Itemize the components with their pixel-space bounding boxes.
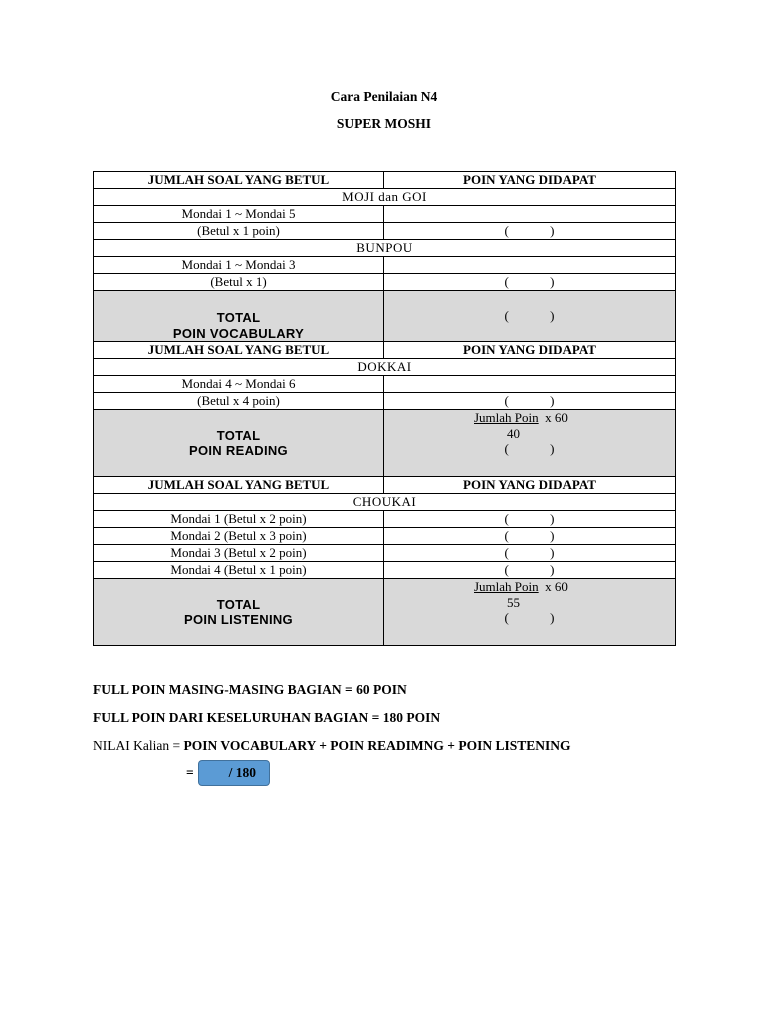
total-reading-label: TOTAL POIN READING (94, 410, 384, 477)
bunpou-points-field: ( ) (384, 274, 676, 291)
full-points-per-section: FULL POIN MASING-MASING BAGIAN = 60 POIN (93, 682, 407, 697)
table-row (94, 393, 676, 410)
bunpou-points-empty (384, 257, 676, 274)
header-correct-answers: JUMLAH SOAL YANG BETUL (94, 342, 384, 359)
section-bunpou: BUNPOU (94, 240, 676, 257)
table-row (94, 223, 676, 240)
dokkai-range: Mondai 4 ~ Mondai 6 (94, 376, 384, 393)
header-correct-answers: JUMLAH SOAL YANG BETUL (94, 172, 384, 189)
total-vocabulary-label: TOTAL POIN VOCABULARY (94, 291, 384, 342)
dokkai-rule: (Betul x 4 poin) (94, 393, 384, 410)
total-vocabulary-field: ( ) (384, 291, 676, 342)
table-row (94, 206, 676, 223)
table-header-row (94, 172, 676, 189)
choukai-points-field: ( ) (384, 511, 676, 528)
table-row (94, 511, 676, 528)
section-row (94, 240, 676, 257)
total-row (94, 291, 676, 342)
table-row (94, 545, 676, 562)
header-points-earned: POIN YANG DIDAPAT (384, 477, 676, 494)
dokkai-points-field: ( ) (384, 393, 676, 410)
bunpou-rule: (Betul x 1) (94, 274, 384, 291)
section-moji: MOJI dan GOI (94, 189, 676, 206)
table-row (94, 562, 676, 579)
moji-range: Mondai 1 ~ Mondai 5 (94, 206, 384, 223)
header-points-earned: POIN YANG DIDAPAT (384, 172, 676, 189)
dokkai-points-empty (384, 376, 676, 393)
header-correct-answers: JUMLAH SOAL YANG BETUL (94, 477, 384, 494)
table-header-row (94, 477, 676, 494)
section-row (94, 494, 676, 511)
moji-points-field: ( ) (384, 223, 676, 240)
table-row (94, 376, 676, 393)
scoring-table (93, 171, 676, 646)
total-listening-label: TOTAL POIN LISTENING (94, 579, 384, 646)
final-score-box: / 180 (198, 760, 270, 786)
total-reading-formula: Jumlah Poin x 60 40 ( ) (384, 410, 676, 477)
bunpou-range: Mondai 1 ~ Mondai 3 (94, 257, 384, 274)
total-listening-formula: Jumlah Poin x 60 55 ( ) (384, 579, 676, 646)
total-row (94, 579, 676, 646)
choukai-points-field: ( ) (384, 562, 676, 579)
table-row (94, 257, 676, 274)
page-subtitle: SUPER MOSHI (336, 116, 432, 131)
section-row (94, 359, 676, 376)
choukai-mondai-4: Mondai 4 (Betul x 1 poin) (94, 562, 384, 579)
equals-sign: = (186, 765, 194, 780)
table-row (94, 274, 676, 291)
table-header-row (94, 342, 676, 359)
total-row (94, 410, 676, 477)
full-points-total: FULL POIN DARI KESELURUHAN BAGIAN = 180 POIN (93, 710, 441, 725)
choukai-points-field: ( ) (384, 528, 676, 545)
moji-points-empty (384, 206, 676, 223)
page-title: Cara Penilaian N4 (330, 89, 438, 104)
choukai-mondai-1: Mondai 1 (Betul x 2 poin) (94, 511, 384, 528)
table-row (94, 528, 676, 545)
header-points-earned: POIN YANG DIDAPAT (384, 342, 676, 359)
section-dokkai: DOKKAI (94, 359, 676, 376)
moji-rule: (Betul x 1 poin) (94, 223, 384, 240)
choukai-points-field: ( ) (384, 545, 676, 562)
choukai-mondai-2: Mondai 2 (Betul x 3 poin) (94, 528, 384, 545)
section-row (94, 189, 676, 206)
section-choukai: CHOUKAI (94, 494, 676, 511)
score-formula: NILAI Kalian = POIN VOCABULARY + POIN READIMNG + POIN LISTENING (93, 738, 571, 753)
choukai-mondai-3: Mondai 3 (Betul x 2 poin) (94, 545, 384, 562)
